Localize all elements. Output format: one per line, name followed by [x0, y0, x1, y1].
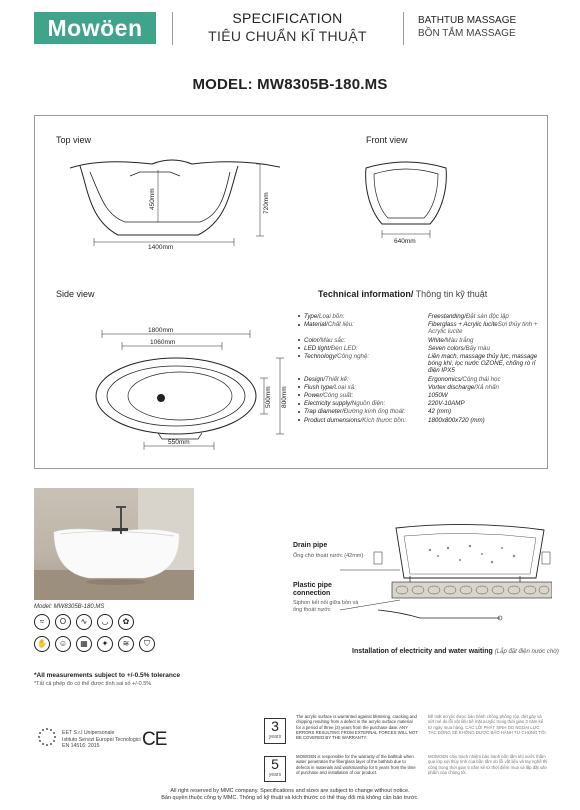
spec-key-en: Color/ [304, 336, 321, 344]
spec-row [298, 353, 543, 375]
spec-value-en: Seven colors/ [428, 344, 466, 352]
spec-value [428, 376, 543, 383]
side-view-label: Side view [56, 289, 95, 299]
front-view-label: Front view [366, 135, 408, 145]
spec-key-en: Type/ [304, 313, 320, 320]
product-type-vi: BỒN TẮM MASSAGE [418, 28, 516, 39]
product-type [418, 15, 516, 39]
person-icon: ☺ [55, 636, 71, 652]
spec-row [298, 384, 543, 391]
cert-line: EN 14516: 2015 [62, 743, 100, 750]
plastic-pipe-subtitle: Siphon kết nối giữa bồn và ống thoát nước [293, 600, 359, 613]
spec-value [428, 321, 543, 335]
spec-row [298, 400, 543, 407]
footer [0, 788, 580, 802]
spec-value-vi: Đặt sàn độc lập [465, 313, 509, 320]
bullet-icon [298, 394, 300, 396]
spec-row [298, 345, 543, 352]
spec-value-en: 1050W [428, 392, 448, 400]
bullet-icon [298, 403, 300, 405]
spec-key-en: Electricity supply/ [304, 400, 352, 408]
warranty-5-text-vi: MOWOEN chịu trách nhiệm bảo hành bồn tắm khi nước thấm qua lớp sợi thủy tinh của bồn tắm do lỗi vật liệu và tay nghề thi công trong thời gian 5 năm kể từ thời điểm mua và lắp đặt sản phẩm của chúng tôi. [428, 754, 548, 775]
spec-value-en: 42 (mm) [428, 408, 452, 416]
spec-key-vi: Công nghệ: [337, 353, 370, 361]
spec-row [298, 321, 543, 335]
header-divider [172, 12, 173, 45]
spec-value-vi: Màu trắng [445, 336, 474, 344]
spec-value-en: Freestanding/ [428, 313, 466, 320]
bullet-icon [298, 419, 300, 421]
spec-key-vi: Kích thước bồn: [362, 416, 406, 424]
spec-row [298, 392, 543, 399]
drain-pipe-subtitle: Ống chờ thoát nước (42mm) [293, 553, 364, 559]
fiberglass-icon: ▦ [76, 636, 92, 652]
drain-pipe-title: Drain pipe [293, 542, 328, 549]
spec-row [298, 417, 543, 424]
bullet-icon [298, 378, 300, 380]
spec-key-en: Trap diameter/ [304, 408, 344, 416]
top-view-drawing [70, 150, 280, 250]
spec-key-vi: Chất liệu: [327, 321, 354, 329]
bullet-icon [298, 411, 300, 413]
installation-caption-vi: (Lắp đặt điện nước chờ) [494, 649, 559, 655]
dim-side-inner-length: 1060mm [150, 339, 176, 346]
spec-key [298, 353, 428, 375]
shield-icon: ⛉ [139, 636, 155, 652]
ozone-icon: O [55, 614, 71, 630]
cert-line: Istituto Servizi Europei Tecnologici [62, 736, 141, 743]
product-photo [34, 488, 194, 600]
led-light-icon: ✦ [97, 636, 113, 652]
spec-key [298, 321, 428, 335]
spec-key [298, 376, 428, 383]
installation-caption-en: Installation of electricity and water waiting [352, 648, 493, 655]
spec-value-en: 1800x800x720 (mm) [428, 416, 485, 424]
warranty-unit: years [268, 772, 282, 778]
spec-value-vi: Công thái học [462, 375, 501, 383]
spec-value [428, 400, 543, 407]
spec-key-en: Material/ [304, 321, 328, 329]
spec-value-vi: Xả nhấn [475, 383, 499, 391]
spec-key-vi: Đèn LED: [330, 344, 358, 352]
tech-info-title-vi: Thông tin kỹ thuật [413, 289, 488, 299]
dim-side-width: 800mm [281, 386, 288, 408]
spec-value-en: 220V-10AMP [428, 400, 465, 408]
bullet-icon [298, 386, 300, 388]
footer-vi: Bản quyền thuộc công ty MMC. Thông số kỹ thuật và kích thước có thể thay đổi mà không cần báo trước. [161, 795, 419, 801]
spec-value [428, 417, 543, 424]
tech-info-title-en: Technical information/ [318, 289, 414, 299]
spec-value-en: Fiberglass + Acrylic lucite [428, 321, 498, 329]
leaf-icon: ✿ [118, 614, 134, 630]
bathtub-illustration [34, 488, 194, 600]
measurement-note-vi: *Tất cả phép đo có thể được tính sai số +/-0.5% [34, 681, 152, 687]
dim-top-height: 720mm [263, 192, 270, 214]
certification [62, 730, 141, 750]
warranty-3-text: The acrylic surface is warranted against blistering, cracking and chipping resulting from a defect in the acrylic surface material for a period of three (3) years from the purchase date. ANY ERRORS RESULTING FROM EXTERNAL FORCES WILL NOT BE COVERED BY THE WARRANTY. [296, 714, 418, 741]
spec-value [428, 353, 543, 375]
warranty-years: 5 [271, 756, 279, 772]
eu-stars-icon [36, 726, 58, 748]
spec-key-en: Product dumensions/ [304, 416, 363, 424]
spec-value [428, 345, 543, 352]
brand-logo: Mowöen [34, 12, 156, 44]
spec-key-vi: Loại xả: [334, 383, 356, 391]
top-view-label: Top view [56, 135, 92, 145]
model-title: MODEL: MW8305B-180.MS [192, 76, 388, 93]
installation-diagram [330, 518, 552, 638]
spec-key-vi: Đường kính ống thoát: [343, 408, 406, 416]
water-jet-icon: ∿ [76, 614, 92, 630]
warranty-5-text: MOWOEN is responsible for the warranty of the bathtub when water penetrates the fiberglass layer of the bathtub due to defects in materials and workmanship for 5 years from the time of purchase and installation of our product. [296, 754, 416, 775]
spec-value-en: Liền mạch, massage thủy lực, massage bóng khí, lọc nước OZONE, chống rò rỉ điện IPX5 [428, 353, 538, 375]
front-view-drawing [356, 150, 456, 248]
bullet-icon [298, 315, 300, 317]
hand-icon: ✋ [34, 636, 50, 652]
spec-value [428, 384, 543, 391]
warranty-3-years-badge [264, 718, 286, 744]
spec-title-vi: TIÊU CHUẨN KĨ THUẬT [208, 28, 367, 44]
spec-key-en: Flush type/ [304, 383, 335, 391]
warranty-unit: years [268, 734, 282, 740]
photo-caption: Model: MW8305B-180.MS [34, 604, 105, 610]
wave-icon: ≋ [118, 636, 134, 652]
spec-row [298, 376, 543, 383]
dim-top-inner-height: 450mm [149, 188, 156, 210]
spec-title-en: SPECIFICATION [232, 10, 343, 26]
spec-key-vi: Công suất: [323, 392, 354, 400]
dim-side-length: 1800mm [148, 327, 174, 334]
warranty-years: 3 [271, 718, 279, 734]
spec-key-vi: Nguồn điện: [351, 400, 386, 408]
spec-value-vi: Sợi thủy tinh + Acrylic lucite [428, 321, 538, 336]
spec-key-en: Technology/ [304, 353, 338, 361]
product-type-en: BATHTUB MASSAGE [418, 15, 517, 26]
spec-value-en: White/ [428, 336, 446, 344]
warranty-3-text-vi: Bề mặt acrylic được bảo hành chống phồng rộp, đứt gãy và sứt mẻ do lỗi vật liệu bề mặt acrylic trong thời gian 3 năm kể từ ngày mua hàng. CÁC LỖI PHÁT SINH DO NGOẠI LỰC TÁC ĐỘNG SẼ KHÔNG ĐƯỢC BẢO HÀNH TỪ CHÚNG TÔI. [428, 714, 547, 735]
spec-key-vi: Thiết kế: [324, 375, 349, 383]
footer-en: All right reserved by MMC company. Specifications and sizes are subject to change without notice. [170, 788, 410, 794]
spec-key [298, 345, 428, 352]
dim-top-length: 1400mm [148, 244, 174, 250]
bubble-massage-icon: ≈ [34, 614, 50, 630]
dim-side-inner-width: 500mm [265, 386, 272, 408]
spec-value [428, 408, 543, 415]
side-view-drawing [88, 326, 288, 452]
bullet-icon [298, 339, 300, 341]
ce-mark: CE [142, 729, 167, 750]
spec-value-vi: Bảy màu [465, 344, 490, 352]
spec-row [298, 408, 543, 415]
measurement-note-en: *All measurements subject to +/-0.5% tolerance [34, 672, 181, 679]
cert-line: EET S.r.l Unipersonale [62, 730, 115, 736]
spec-row [298, 337, 543, 344]
spec-row [298, 313, 543, 320]
bathtub-icon: ◡ [97, 614, 113, 630]
spec-key [298, 392, 428, 399]
bullet-icon [298, 324, 300, 326]
header-divider [403, 12, 404, 45]
spec-value-en: Ergonomics/ [428, 375, 463, 383]
spec-key [298, 408, 428, 415]
spec-key-vi: Màu sắc: [320, 336, 346, 344]
spec-value [428, 313, 543, 320]
spec-key-vi: Loại bồn: [319, 313, 345, 320]
spec-key-en: Power/ [304, 392, 324, 400]
bullet-icon [298, 355, 300, 357]
spec-key-en: Design/ [304, 375, 325, 383]
spec-value [428, 337, 543, 344]
spec-key-en: LED light/ [304, 344, 331, 352]
plastic-pipe-title: Plastic pipe connection [293, 582, 332, 597]
spec-value [428, 392, 543, 399]
spec-key [298, 417, 428, 424]
bullet-icon [298, 347, 300, 349]
installation-caption [352, 648, 559, 655]
spec-key [298, 384, 428, 391]
spec-heading [180, 10, 395, 44]
dim-front-width: 640mm [394, 238, 416, 245]
spec-key [298, 337, 428, 344]
spec-value-en: Vortex discharge/ [428, 383, 476, 391]
tech-spec-table [298, 313, 543, 425]
tech-info-title [318, 289, 487, 299]
dim-side-base: 550mm [168, 439, 190, 446]
warranty-5-years-badge [264, 756, 286, 782]
spec-key [298, 313, 428, 320]
spec-key [298, 400, 428, 407]
